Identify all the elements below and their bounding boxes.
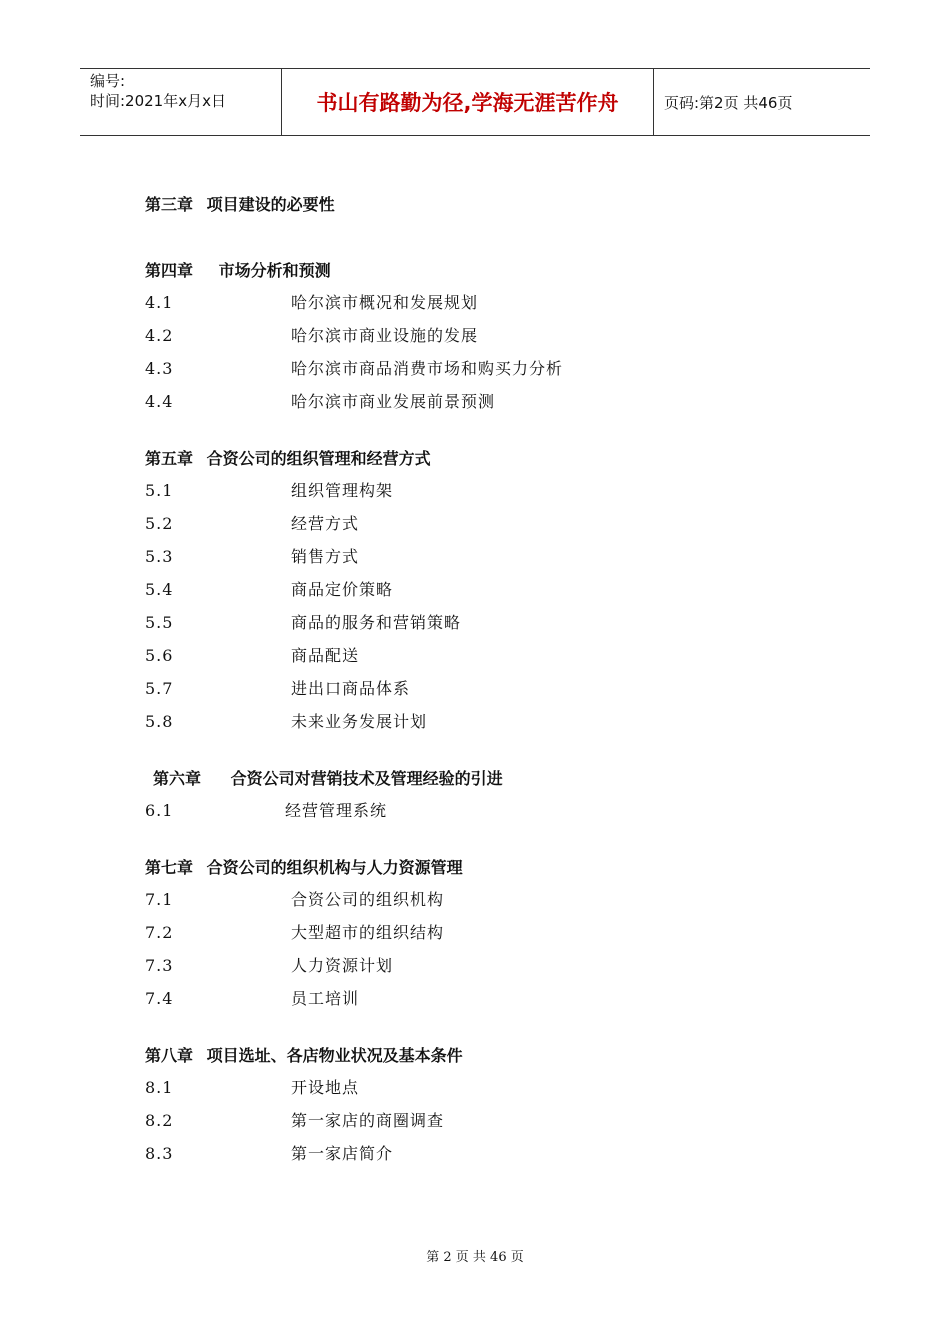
item-number: 8.1 [145, 1078, 174, 1097]
chapter-heading [145, 190, 845, 220]
chapter-number: 第五章 [145, 449, 194, 468]
page-footer: 第 2 页 共 46 页 [426, 1250, 524, 1265]
item-number: 4.4 [145, 392, 174, 411]
chapter-heading [145, 1041, 845, 1071]
item-number: 8.3 [145, 1144, 174, 1163]
item-number: 5.5 [145, 613, 174, 632]
item-number: 4.3 [145, 359, 174, 378]
item-title: 未来业务发展计划 [291, 712, 428, 731]
chapter-title: 项目选址、各店物业状况及基本条件 [206, 1046, 463, 1065]
item-number: 7.4 [145, 989, 174, 1008]
toc-section-7 [145, 853, 845, 1015]
item-number: 7.3 [145, 956, 174, 975]
toc-item [145, 319, 845, 352]
item-title: 进出口商品体系 [291, 679, 411, 698]
toc-item [145, 352, 845, 385]
item-title: 哈尔滨市商品消费市场和购买力分析 [291, 359, 564, 378]
toc-item [145, 1071, 845, 1104]
chapter-number: 第四章 [145, 261, 194, 280]
item-number: 5.3 [145, 547, 174, 566]
toc-item [145, 639, 845, 672]
toc-section-8 [145, 1041, 845, 1170]
item-number: 6.1 [145, 801, 174, 820]
item-number: 5.4 [145, 580, 174, 599]
chapter-title: 项目建设的必要性 [206, 195, 335, 214]
item-title: 合资公司的组织机构 [291, 890, 445, 909]
item-title: 组织管理构架 [291, 481, 394, 500]
item-number: 5.2 [145, 514, 174, 533]
header-time-label: 时间:2021年x月x日 [90, 92, 226, 110]
item-title: 哈尔滨市商业发展前景预测 [291, 392, 496, 411]
item-number: 7.1 [145, 890, 174, 909]
item-title: 人力资源计划 [291, 956, 394, 975]
toc-item [145, 540, 845, 573]
toc-item [145, 286, 845, 319]
item-number: 4.2 [145, 326, 174, 345]
toc-section-4 [145, 256, 845, 418]
item-number: 8.2 [145, 1111, 174, 1130]
toc-item [145, 1137, 845, 1170]
toc-item [145, 606, 845, 639]
item-title: 哈尔滨市商业设施的发展 [291, 326, 479, 345]
item-number: 5.6 [145, 646, 174, 665]
table-of-contents [145, 190, 845, 1196]
header-motto: 书山有路勤为径,学海无涯苦作舟 [282, 69, 654, 135]
item-number: 5.7 [145, 679, 174, 698]
item-title: 第一家店简介 [291, 1144, 394, 1163]
chapter-title: 市场分析和预测 [218, 261, 331, 280]
chapter-title: 合资公司的组织管理和经营方式 [206, 449, 431, 468]
item-number: 5.8 [145, 712, 174, 731]
toc-item [145, 949, 845, 982]
toc-item [145, 507, 845, 540]
item-title: 商品定价策略 [291, 580, 394, 599]
item-title: 销售方式 [291, 547, 360, 566]
item-title: 第一家店的商圈调查 [291, 1111, 445, 1130]
item-title: 员工培训 [291, 989, 360, 1008]
toc-section-6 [145, 764, 845, 827]
header-page-info: 页码:第2页 共46页 [664, 93, 793, 112]
item-title: 经营管理系统 [285, 801, 388, 820]
item-number: 4.1 [145, 293, 174, 312]
toc-item [145, 672, 845, 705]
chapter-title: 合资公司的组织机构与人力资源管理 [206, 858, 463, 877]
header-number-label: 编号: [90, 72, 126, 90]
item-title: 商品配送 [291, 646, 360, 665]
toc-section-5 [145, 444, 845, 738]
chapter-heading [145, 444, 845, 474]
chapter-number: 第三章 [145, 195, 194, 214]
toc-section-3 [145, 190, 845, 220]
item-number: 7.2 [145, 923, 174, 942]
page-header [80, 68, 870, 136]
toc-item [145, 573, 845, 606]
toc-item [145, 982, 845, 1015]
chapter-heading [145, 764, 845, 794]
chapter-number: 第七章 [145, 858, 194, 877]
chapter-number: 第六章 [153, 769, 202, 788]
header-meta [80, 69, 282, 135]
toc-item [145, 385, 845, 418]
item-title: 开设地点 [291, 1078, 360, 1097]
chapter-heading [145, 256, 845, 286]
item-title: 哈尔滨市概况和发展规划 [291, 293, 479, 312]
item-number: 5.1 [145, 481, 174, 500]
item-title: 大型超市的组织结构 [291, 923, 445, 942]
toc-item [145, 705, 845, 738]
toc-item [145, 474, 845, 507]
toc-item [145, 794, 845, 827]
chapter-title: 合资公司对营销技术及管理经验的引进 [230, 769, 503, 788]
toc-item [145, 1104, 845, 1137]
chapter-number: 第八章 [145, 1046, 194, 1065]
item-title: 商品的服务和营销策略 [291, 613, 462, 632]
toc-item [145, 916, 845, 949]
chapter-heading [145, 853, 845, 883]
item-title: 经营方式 [291, 514, 360, 533]
toc-item [145, 883, 845, 916]
